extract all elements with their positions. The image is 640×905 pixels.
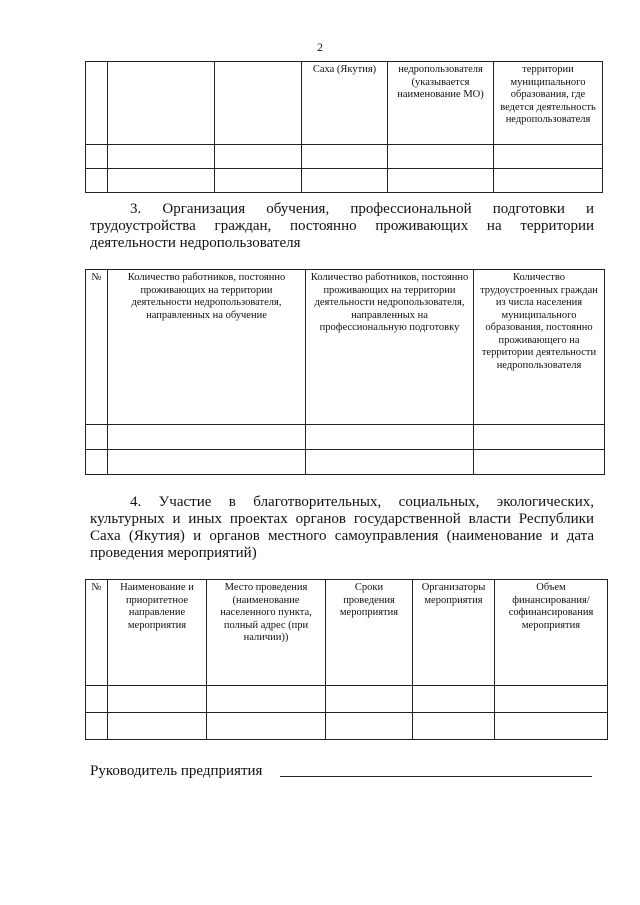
section-4-heading: 4. Участие в благотворительных, социальных, экологических, культурных и иных проектах органов государственной власти Республики Саха (Якутия) и органов местного самоуправления (наименование и дата проведения мероприятий) — [90, 494, 594, 561]
table-cell — [306, 450, 474, 475]
table-cell — [326, 713, 413, 740]
table-cell — [495, 686, 608, 713]
header-cell: недропользователя (указывается наименование МО) — [388, 62, 494, 145]
table-cell — [215, 169, 302, 193]
table-row — [86, 713, 608, 740]
table-cell — [86, 713, 108, 740]
table-cell — [207, 713, 326, 740]
table-cell — [388, 145, 494, 169]
table-cell — [306, 425, 474, 450]
table-cell — [86, 450, 108, 475]
table-cell — [326, 686, 413, 713]
table-cell — [215, 145, 302, 169]
table-row — [86, 169, 603, 193]
table-cell — [108, 145, 215, 169]
header-cell: Саха (Якутия) — [302, 62, 388, 145]
table-header-row — [86, 62, 603, 145]
table-cell — [495, 713, 608, 740]
table-cell — [474, 450, 605, 475]
header-cell: Количество трудоустроенных граждан из числа населения муниципального образования, постоянно проживающего на территории деятельности недропользователя — [474, 270, 605, 425]
table-cell — [413, 713, 495, 740]
table-cell — [86, 145, 108, 169]
table-cell — [494, 145, 603, 169]
signature-line — [280, 776, 592, 777]
table-cell — [207, 686, 326, 713]
header-cell: Организаторы мероприятия — [413, 580, 495, 686]
table-header-row — [86, 580, 608, 686]
header-cell: № — [86, 270, 108, 425]
section-3-heading: 3. Организация обучения, профессиональной подготовки и трудоустройства граждан, постоянно проживающих на территории деятельности недропользователя — [90, 201, 594, 251]
table-cell — [388, 169, 494, 193]
table-cell — [413, 686, 495, 713]
table-row — [86, 425, 605, 450]
table-cell — [86, 169, 108, 193]
table-cell — [108, 686, 207, 713]
header-cell: территории муниципального образования, где ведется деятельность недропользователя — [494, 62, 603, 145]
table-row — [86, 686, 608, 713]
signature-label: Руководитель предприятия — [90, 763, 263, 779]
header-cell — [215, 62, 302, 145]
table-header-row — [86, 270, 605, 425]
header-cell: Наименование и приоритетное направление мероприятия — [108, 580, 207, 686]
table-cell — [86, 686, 108, 713]
header-cell — [86, 62, 108, 145]
table-cell — [108, 425, 306, 450]
header-cell — [108, 62, 215, 145]
table-cell — [108, 169, 215, 193]
table-row — [86, 450, 605, 475]
table-cell — [474, 425, 605, 450]
table-cell — [302, 145, 388, 169]
header-cell: № — [86, 580, 108, 686]
table-projects — [85, 579, 608, 740]
table-cell — [86, 425, 108, 450]
table-employment — [85, 269, 605, 475]
header-cell: Место проведения (наименование населенного пункта, полный адрес (при наличии)) — [207, 580, 326, 686]
table-cell — [108, 713, 207, 740]
table-cell — [108, 450, 306, 475]
table-row — [86, 145, 603, 169]
table-cell — [302, 169, 388, 193]
table-cell — [494, 169, 603, 193]
page-number: 2 — [317, 40, 323, 54]
table-continuation — [85, 61, 603, 193]
header-cell: Количество работников, постоянно проживающих на территории деятельности недропользователя, направленных на обучение — [108, 270, 306, 425]
header-cell: Объем финансирования/ софинансирования мероприятия — [495, 580, 608, 686]
header-cell: Количество работников, постоянно проживающих на территории деятельности недропользователя, направленных на профессиональную подготовку — [306, 270, 474, 425]
header-cell: Сроки проведения мероприятия — [326, 580, 413, 686]
